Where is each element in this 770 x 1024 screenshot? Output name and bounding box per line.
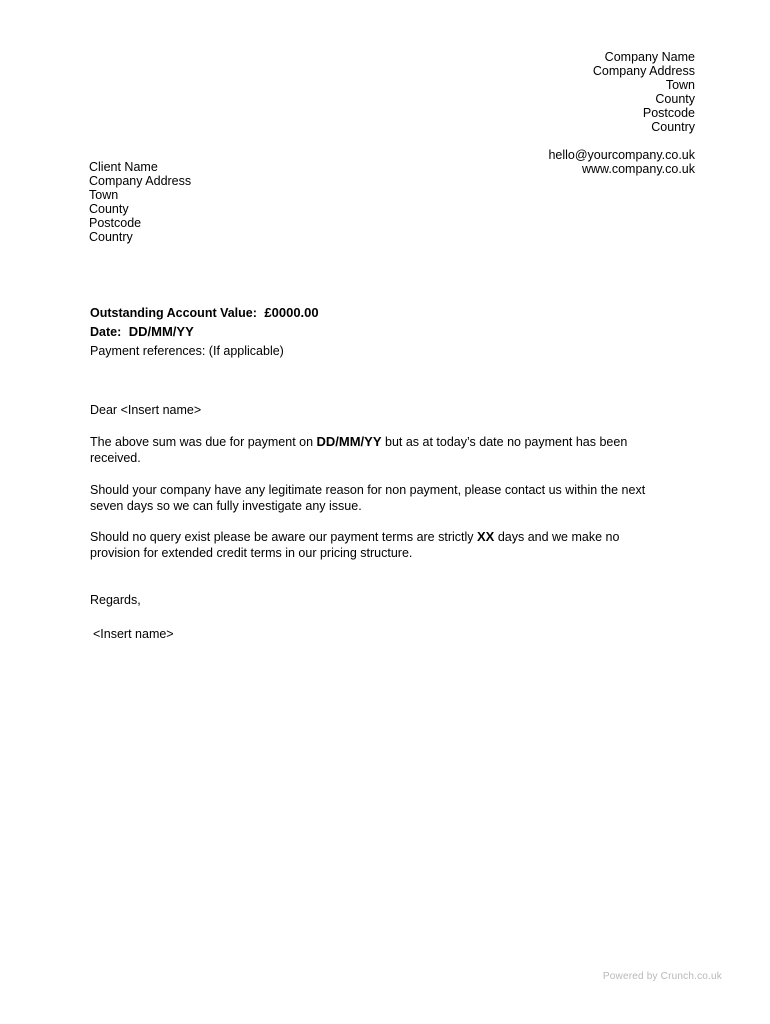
client-country: Country <box>89 230 133 244</box>
due-date: DD/MM/YY <box>316 434 382 449</box>
company-email: hello@yourcompany.co.uk <box>548 148 695 162</box>
company-town: Town <box>665 78 695 92</box>
company-name: Company Name <box>604 50 695 64</box>
outstanding-value-label: Outstanding Account Value: <box>90 306 257 320</box>
date-line <box>90 324 194 339</box>
client-postcode: Postcode <box>89 216 142 230</box>
company-address: Company Address <box>592 64 695 78</box>
paragraph-terms-text-start: Should no query exist please be aware our payment terms are strictly <box>90 530 477 544</box>
sign-off: Regards, <box>90 593 141 607</box>
date-label: Date: <box>90 325 122 339</box>
client-name: Client Name <box>89 160 158 174</box>
outstanding-value-line <box>90 305 319 320</box>
greeting: Dear <Insert name> <box>90 403 202 417</box>
paragraph-overdue-text-start: The above sum was due for payment on <box>90 435 317 449</box>
paragraph-contact: Should your company have any legitimate reason for non payment, please contact us within the next seven days so we can fully investigate any issue. <box>90 483 646 513</box>
outstanding-value: £0000.00 <box>264 305 319 320</box>
paragraph-overdue-text-end: but as at today’s date no payment has been received. <box>90 435 628 465</box>
paragraph-terms <box>90 529 650 561</box>
company-country: Country <box>651 120 695 134</box>
company-website: www.company.co.uk <box>581 162 695 176</box>
company-county: County <box>655 92 695 106</box>
paragraph-terms-text-end: days and we make no provision for extended credit terms in our pricing structure. <box>90 530 620 560</box>
company-address-block <box>593 50 695 134</box>
date-value: DD/MM/YY <box>128 324 194 339</box>
company-postcode: Postcode <box>642 106 695 120</box>
paragraph-overdue <box>90 434 650 466</box>
company-contact-block <box>548 148 695 176</box>
client-address-block <box>89 160 191 244</box>
payment-terms-days: XX <box>477 529 495 544</box>
payment-references: Payment references: (If applicable) <box>90 344 284 358</box>
client-town: Town <box>89 188 119 202</box>
client-county: County <box>89 202 129 216</box>
signature-name: <Insert name> <box>93 627 174 641</box>
powered-by-footer: Powered by Crunch.co.uk <box>602 971 722 982</box>
client-address: Company Address <box>89 174 192 188</box>
